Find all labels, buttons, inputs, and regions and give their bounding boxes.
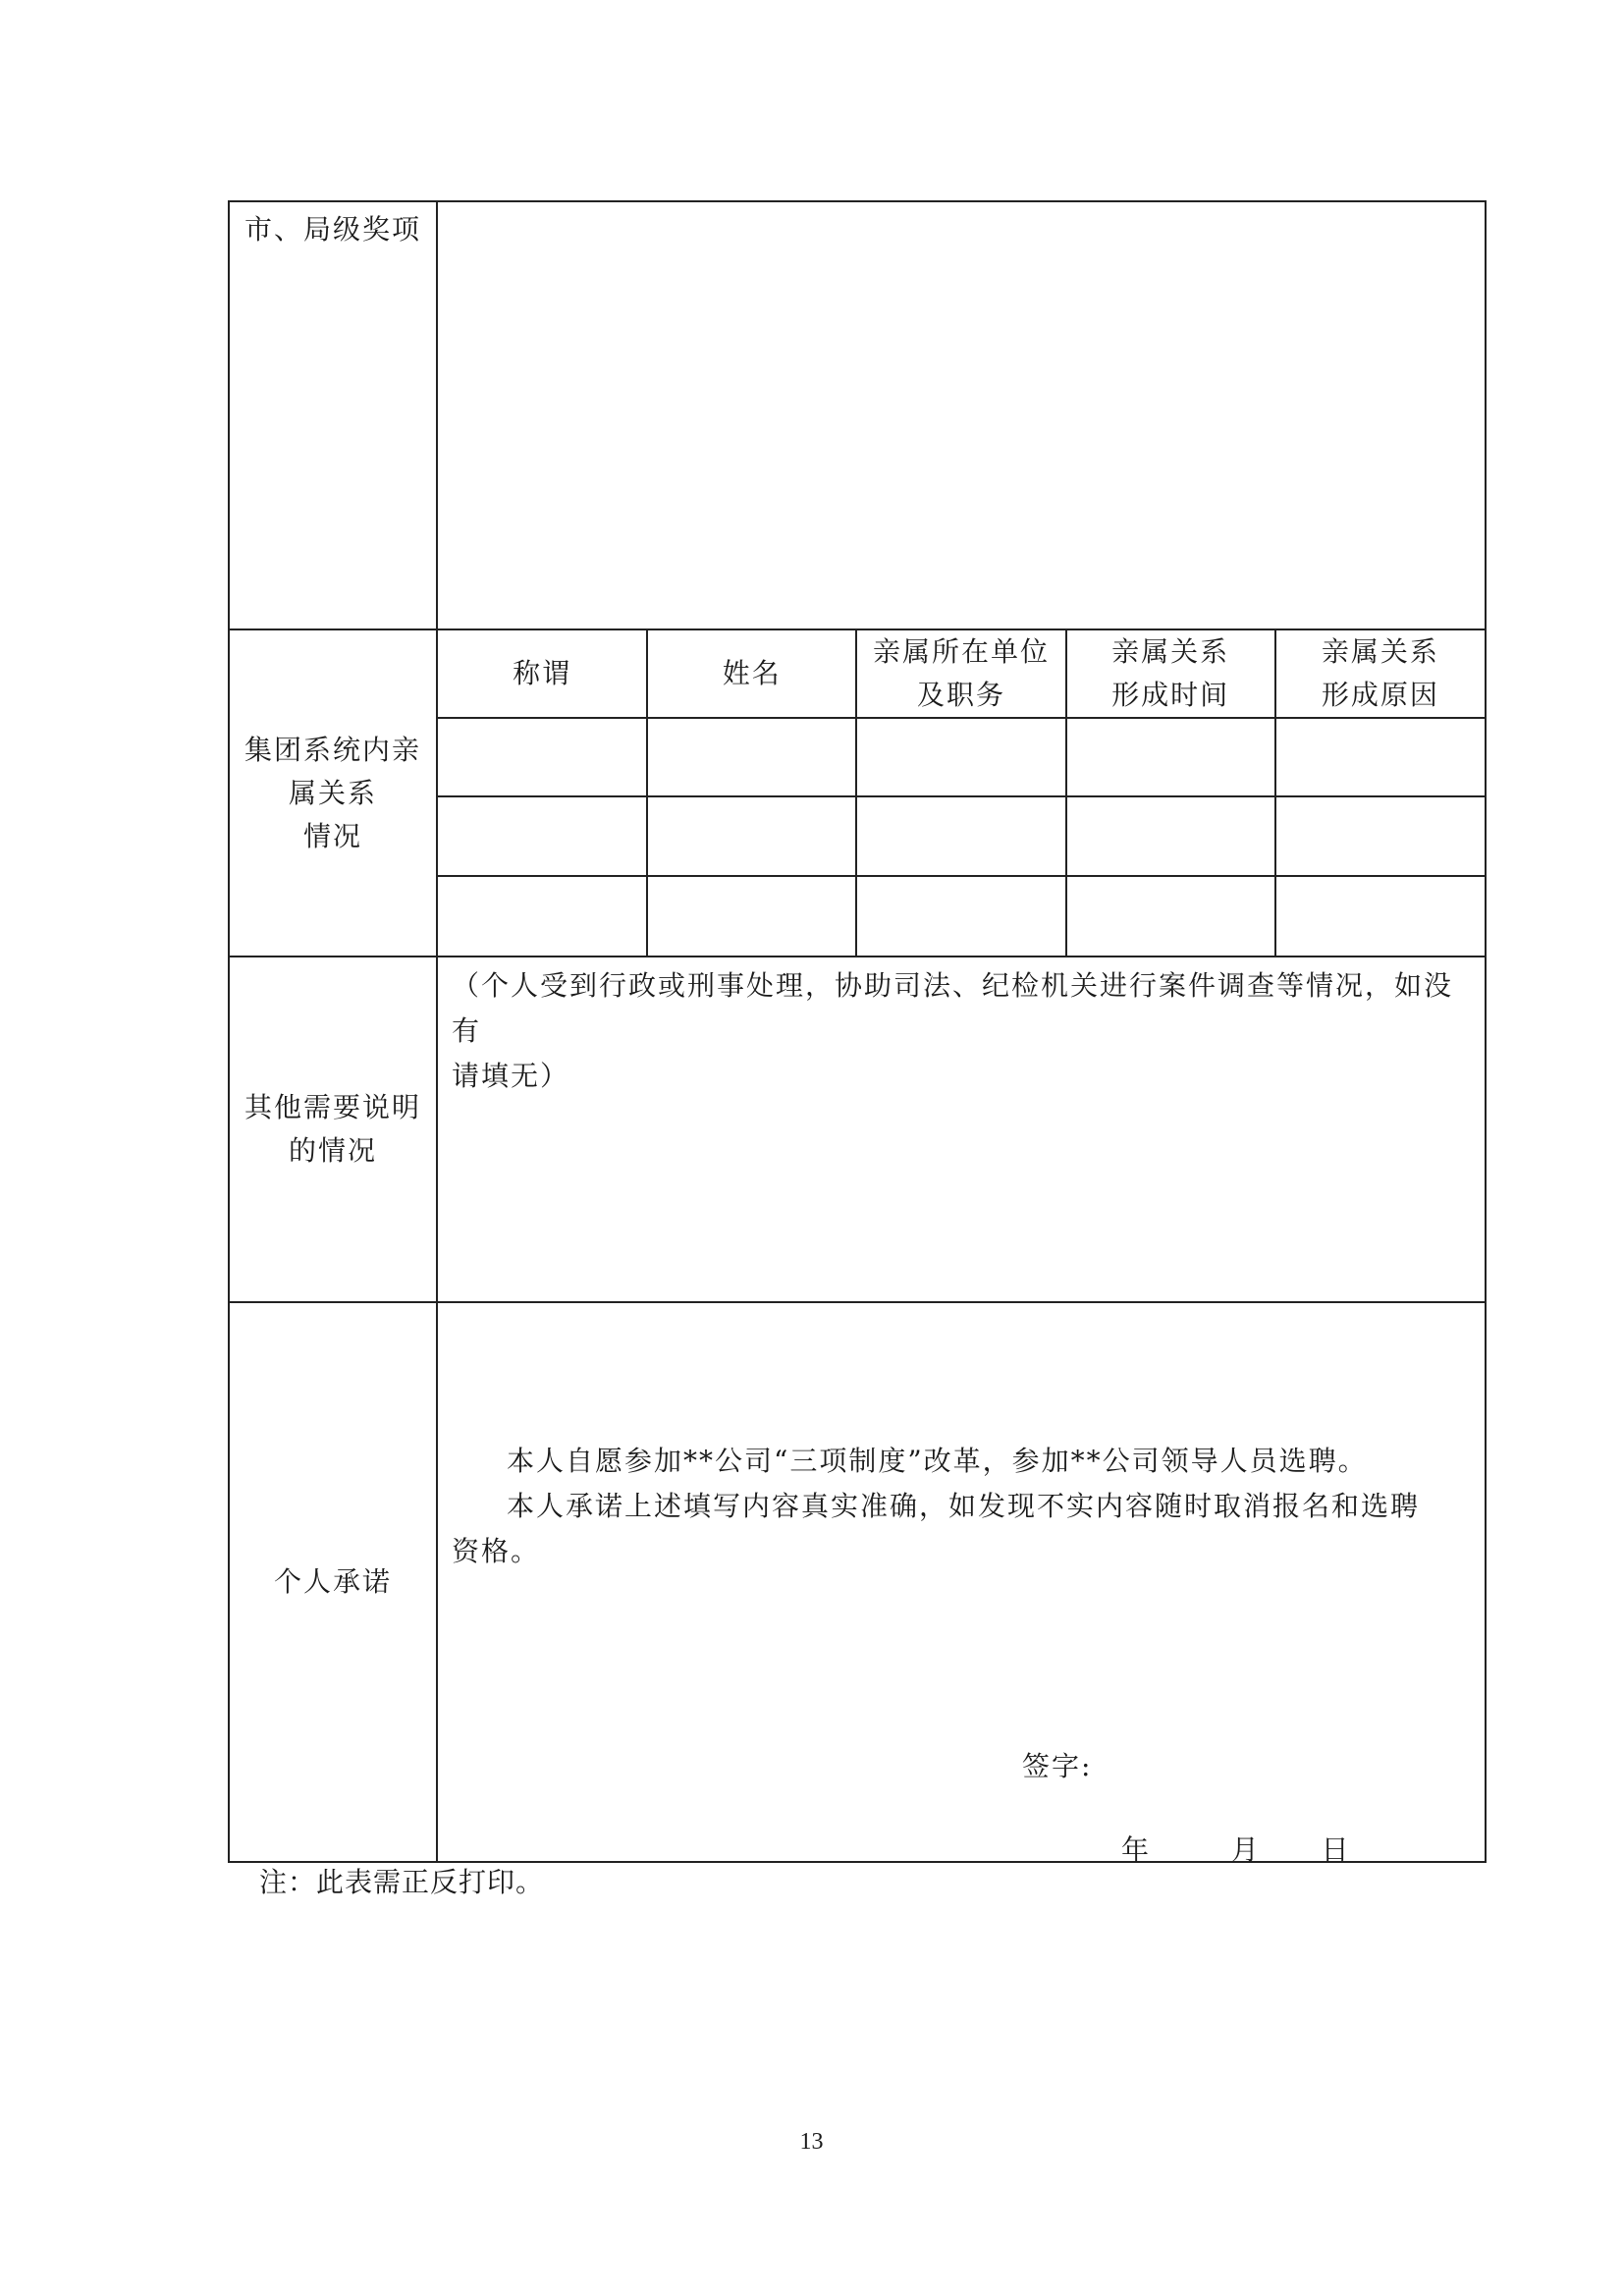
signature-label[interactable]: 签字:	[1022, 1750, 1093, 1782]
pledge-row	[229, 1302, 1486, 1862]
relative-cell[interactable]	[856, 796, 1065, 876]
relative-cell[interactable]	[647, 718, 856, 796]
header-time	[1066, 630, 1275, 718]
relative-cell[interactable]	[438, 796, 647, 876]
relatives-row	[229, 629, 1486, 957]
other-hint-line1: （个人受到行政或刑事处理，协助司法、纪检机关进行案件调查等情况，如没有	[452, 969, 1454, 1047]
date-year-label: 年	[1121, 1833, 1152, 1866]
other-hint-line2: 请填无）	[452, 1060, 570, 1092]
other-row	[229, 957, 1486, 1302]
relative-cell[interactable]	[1275, 796, 1485, 876]
relative-cell[interactable]	[1066, 876, 1275, 956]
relative-cell[interactable]	[647, 876, 856, 956]
relative-cell[interactable]	[438, 876, 647, 956]
relative-cell[interactable]	[856, 876, 1065, 956]
relative-cell[interactable]	[1066, 796, 1275, 876]
date-line	[1121, 1829, 1351, 1868]
other-label-line1: 其他需要说明	[243, 1091, 421, 1123]
header-reason	[1275, 630, 1485, 718]
relative-cell[interactable]	[647, 796, 856, 876]
table-row	[438, 796, 1485, 876]
page-number: 13	[799, 2129, 824, 2155]
relatives-label	[229, 629, 437, 957]
relatives-table	[438, 630, 1485, 956]
awards-row	[229, 201, 1486, 629]
table-row	[438, 718, 1485, 796]
pledge-text	[452, 1439, 1426, 1574]
other-label-line2: 的情况	[288, 1134, 377, 1167]
other-hint	[452, 963, 1467, 1099]
date-month-label: 月	[1230, 1833, 1261, 1866]
awards-label: 市、局级奖项	[229, 201, 437, 629]
header-reason-line2: 形成原因	[1321, 679, 1439, 711]
other-content-cell[interactable]	[437, 957, 1486, 1302]
awards-content-cell[interactable]	[437, 201, 1486, 629]
footnote: 注：此表需正反打印。	[259, 1866, 545, 1898]
header-time-line1: 亲属关系	[1111, 635, 1230, 668]
relative-cell[interactable]	[438, 718, 647, 796]
relative-cell[interactable]	[1275, 718, 1485, 796]
header-title: 称谓	[438, 630, 647, 718]
header-unit-line2: 及职务	[916, 679, 1005, 711]
header-name: 姓名	[647, 630, 856, 718]
pledge-para1: 本人自愿参加**公司“三项制度”改革，参加**公司领导人员选聘。	[507, 1445, 1368, 1477]
relative-cell[interactable]	[1066, 718, 1275, 796]
pledge-label: 个人承诺	[229, 1302, 437, 1862]
pledge-para2: 本人承诺上述填写内容真实准确，如发现不实内容随时取消报名和选聘资格。	[452, 1490, 1421, 1567]
pledge-content-cell	[437, 1302, 1486, 1866]
header-time-line2: 形成时间	[1111, 679, 1230, 711]
table-row	[438, 876, 1485, 956]
relatives-label-line2: 属关系	[288, 776, 377, 809]
relative-cell[interactable]	[856, 718, 1065, 796]
other-label	[229, 957, 437, 1302]
header-unit-line1: 亲属所在单位	[872, 635, 1050, 668]
date-day-label: 日	[1321, 1833, 1351, 1866]
relatives-label-line3: 情况	[302, 819, 362, 852]
relatives-table-cell	[437, 629, 1486, 957]
application-form	[228, 200, 1487, 1866]
header-reason-line1: 亲属关系	[1321, 635, 1439, 668]
header-unit	[856, 630, 1065, 718]
relatives-header-row	[438, 630, 1485, 718]
relative-cell[interactable]	[1275, 876, 1485, 956]
relatives-label-line1: 集团系统内亲	[243, 733, 421, 766]
